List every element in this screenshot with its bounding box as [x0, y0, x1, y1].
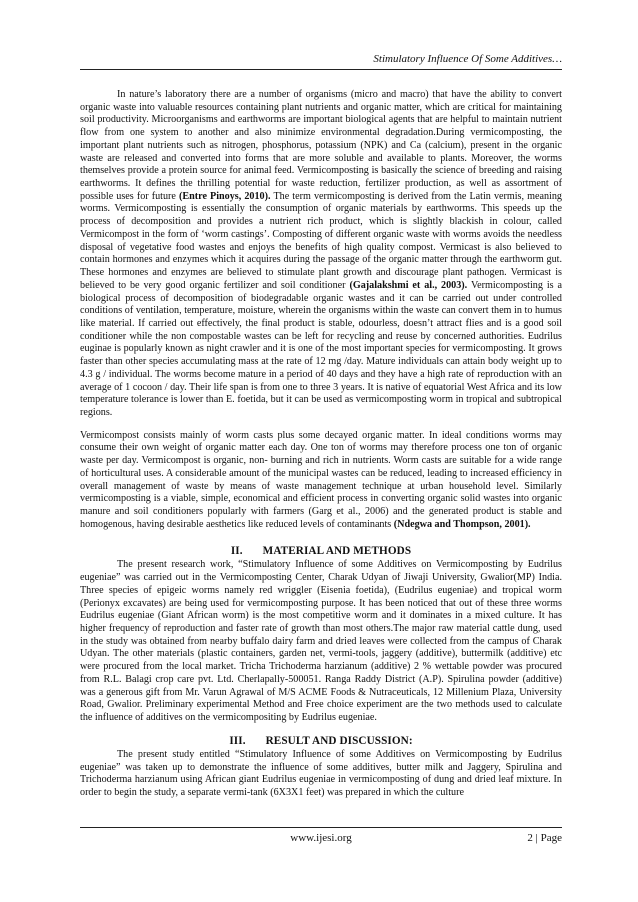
section-number: II. — [230, 545, 243, 558]
intro-text-b: The term vermicomposting is derived from the Latin vermis, meaning worms. Vermicomposting is essentially the consumption of organic materials by earthworms. This speeds up the process of decomposition and provides a nutrient rich product, which is slightly blackish in colour, called Vermicompost in the form of ‘worm castings’. Composting of different organic waste with worms avoids the needless disposal of vegetative food wastes and enjoys the benefits of high quality compost. Vermicast is also believed to contain hormones and enzymes which it acquires during the passage of the organic matter through the earthworm gut. These hormones and enzymes are believed to stimulate plant growth and discourage plant pathogen. Vermicast is believed to be very good organic fertilizer and soil conditioner — [80, 190, 562, 291]
section-heading-results — [80, 735, 562, 748]
results-paragraph: The present study entitled “Stimulatory Influence of some Additives on Vermicomposting by Eudrilus eugeniae” was taken up to demonstrate the influence of some additives, butter milk and Jaggery, Spirulina and Trichoderma harzianum using African giant Eudrilus eugeniae in vermicomposting of dung and dried leaf mixture. In order to begin the study, a separate vermi-tank (6X3X1 feet) was prepared in which the culture — [80, 748, 562, 798]
section-title: MATERIAL AND METHODS — [262, 545, 412, 558]
citation-gajalakshmi: (Gajalakshmi et al., 2003). — [349, 279, 468, 291]
intro-text-d: Vermicompost consists mainly of worm casts plus some decayed organic matter. In ideal conditions worms may consume their own weight of organic matter each day. One ton of worms may therefore process one ton of organic waste per day. Vermicompost is organic, non- burning and rich in nutrients. Worm casts are suitable for a wide range of horticultural uses. A considerable amount of the municipal wastes can be reduced, leading to increased efficiency in overall management of waste by means of waste management technique at urban household level. Similarly vermicomposting is a viable, simple, economical and efficient process in converting organic solid wastes into organic manure and soil conditioners popularly with farmers (Garg et al., 2006) and the generated product is stable and homogenous, having desirable aesthetics like reduced levels of contaminants — [80, 429, 562, 530]
intro-paragraph-1 — [80, 89, 562, 420]
journal-url: www.ijesi.org — [290, 832, 352, 844]
intro-text-a: In nature’s laboratory there are a number of organisms (micro and macro) that have the ability to convert organic waste into valuable resources containing plant nutrients and organic matter, which are critical for maintaining soil productivity. Microorganisms and earthworms are important biological agents that are helpful to maintain nutrient flow from one system to another and also minimize environmental degradation.During vermicomposting, the important plant nutrients such as nitrogen, phosphorus, potassium (NPK) and Ca (calcium), present in the organic waste are released and converted into forms that are more soluble and available to plants. Moreover, the worms themselves provide a protein source for animal feed. Vermicomposting is basically the science of breeding and raising earthworms. It defines the thrilling potential for waste reduction, fertilizer production, as well as assortment of possible uses for future — [80, 89, 562, 202]
intro-text-c: Vermicomposting is a biological process of decomposition of biodegradable organic wastes and it can be carried out under controlled conditions of ventilation, temperature, moisture, wherein the organisms within the waste can convert them in to humus like material. If carried out effectively, the final product is stable, odourless, doesn’t attract flies and is a good soil conditioner while the non compostable wastes can be left for recycling and reuse by concerned authorities. Eudrilus euginae is popularly known as night crawler and it is one of the most important species for vermicomposting. It grows faster than other species accumulating mass at the rate of 12 mg /day. Mature individuals can attain body weight up to 4.3 g / individual. The worms become mature in a period of 40 days and they have a high rate of reproduction with an average of 1 cocoon / day. Their life span is from one to three 3 years. It is native of equatorial West Africa and its low temperature tolerance is lower than E. foetida, but it can be used as vermicomposting worm in tropical and subtropical regions. — [80, 279, 563, 418]
section-title: RESULT AND DISCUSSION: — [265, 734, 413, 747]
running-header: Stimulatory Influence Of Some Additives… — [80, 52, 562, 70]
section-heading-materials — [80, 545, 562, 558]
materials-paragraph: The present research work, “Stimulatory Influence of some Additives on Vermicomposting by Eudrilus eugeniae” was carried out in the Vermicomposting Center, Charak Udyan of Jiwaji University, Gwalior(MP) India. Three species of epigeic worms namely red wriggler (Eisenia foetida), (Eudrilus eugeniae) and tropical worm (Perionyx excavates) are being used for vermicomposting purpose. It has been noticed that out of these three worms Eudrilus eugeniae (Giant African worm) is the most competitive worm and it dominates in a mixed culture. It has higher frequency of reproduction and faster rate of growth than most others.The major raw material cattle dung, used in the study was obtained from nearby buffalo dairy farm and dried leaves were collected from the campus of Charak Udyan. The other materials (plastic containers, garden net, vermi-tools, jaggery (additive), buttermilk (additive) etc were procured from the local market. Tricha Trichoderma harzianum (additive) 2 % wettable powder was procured from R.L. Balagi crop care pvt. Ltd. Cherlapally-500051. Ranga Raddy District (A.P). Spirulina powder (additive) was a generous gift from Mr. Varun Agrawal of M/S ACME Foods & Nutraceuticals, 12 Millenium Plaza, University Road, Gwalior. Preliminary experimental Method and Free choice experiment are the two methods used to calculate the influence of additives on the vermicompositing by Eudrilus eugeniae. — [80, 559, 562, 724]
citation-entre-pinoys: (Entre Pinoys, 2010). — [179, 190, 271, 202]
intro-paragraph-2 — [80, 430, 562, 532]
page-number: 2 | Page — [527, 832, 562, 844]
page-footer — [80, 827, 562, 847]
citation-ndegwa: (Ndegwa and Thompson, 2001). — [393, 518, 531, 530]
section-number: III. — [229, 734, 246, 747]
